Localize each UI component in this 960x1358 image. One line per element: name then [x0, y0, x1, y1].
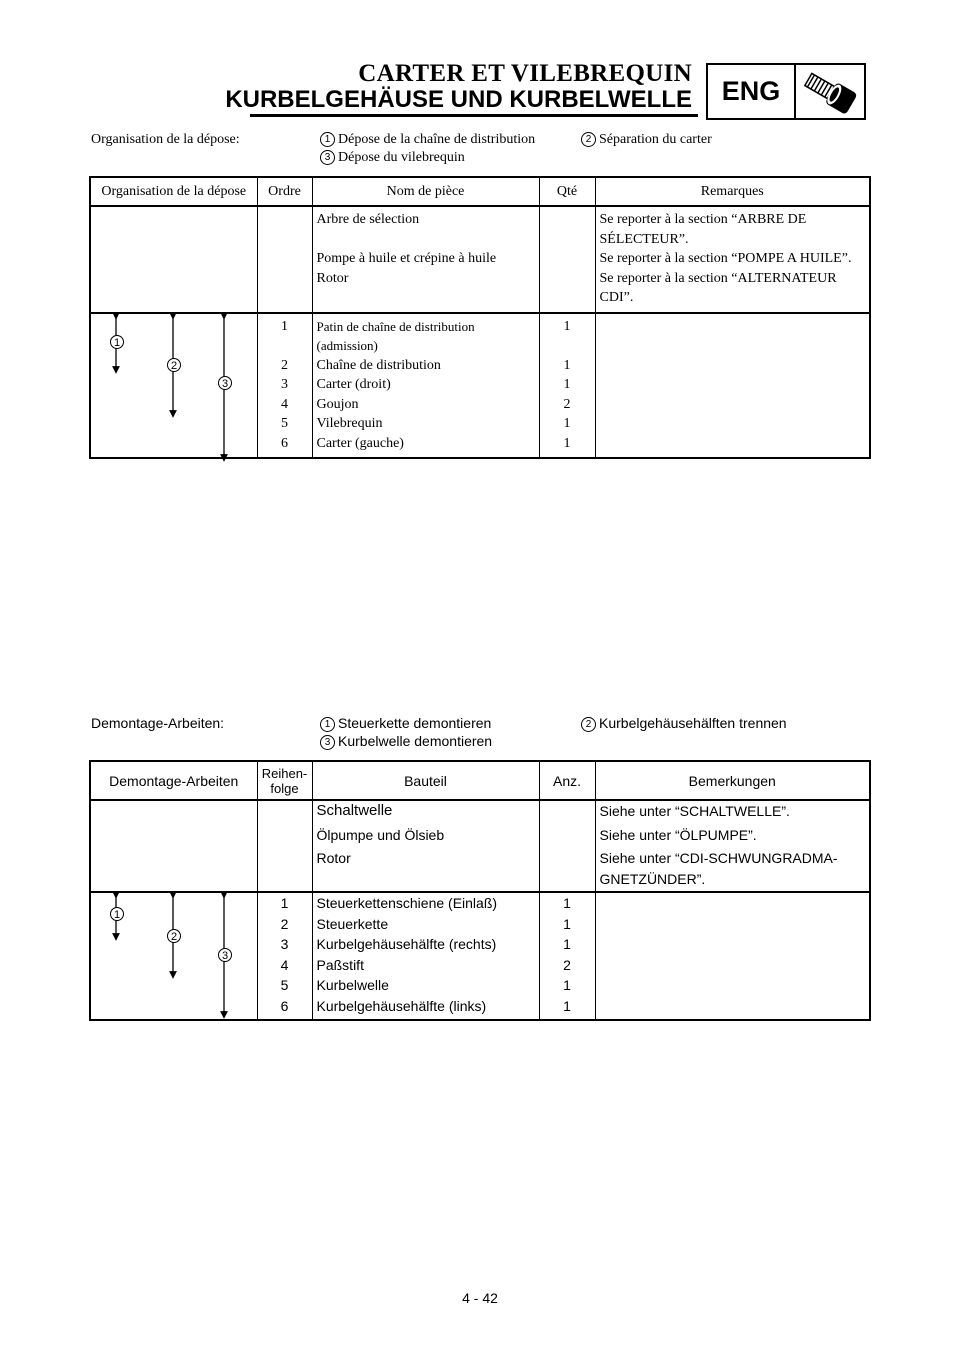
col-header: Nom de pièce	[312, 177, 539, 206]
part-name: Arbre de sélection	[312, 206, 539, 249]
part-name: Goujon	[312, 395, 539, 415]
part-name: Kurbelwelle	[312, 975, 539, 996]
part-name: Carter (gauche)	[312, 434, 539, 459]
table-row	[90, 269, 870, 313]
step-text: Steuerkette demontieren	[338, 715, 492, 731]
step-text: Dépose du vilebrequin	[338, 150, 465, 165]
part-name: Carter (droit)	[312, 375, 539, 395]
quantity: 1	[539, 975, 595, 996]
step-fr-1	[320, 132, 535, 148]
step-number: 1	[320, 717, 335, 732]
step-de-2	[581, 715, 787, 732]
step-de-1	[320, 715, 491, 732]
order-number: 2	[257, 914, 312, 935]
sequence-arrows	[90, 313, 257, 459]
arrow-step-2: 2	[170, 931, 178, 943]
table-row	[90, 206, 870, 249]
order-number: 6	[257, 996, 312, 1021]
quantity: 1	[539, 434, 595, 459]
part-name: Steuerkette	[312, 914, 539, 935]
remark: Se reporter à la section “ALTERNATEUR CDI”.	[595, 269, 870, 313]
table-row	[90, 800, 870, 822]
part-name: Steuerkettenschiene (Einlaß)	[312, 892, 539, 914]
order-number: 3	[257, 375, 312, 395]
col-header: Ordre	[257, 177, 312, 206]
parts-table-fr	[89, 176, 871, 459]
table-row	[90, 892, 870, 914]
quantity: 1	[539, 934, 595, 955]
order-number: 4	[257, 395, 312, 415]
col-header: Qté	[539, 177, 595, 206]
title-rule	[250, 114, 698, 117]
arrow-step-3: 3	[221, 950, 229, 962]
engine-bolt-icon	[796, 65, 864, 118]
order-number: 5	[257, 975, 312, 996]
page-number: 4 - 42	[462, 1290, 498, 1306]
eng-label: ENG	[708, 65, 796, 118]
arrow-step-1: 1	[113, 909, 121, 921]
part-name: Kurbelgehäusehälfte (links)	[312, 996, 539, 1021]
quantity: 1	[539, 313, 595, 356]
part-name: Rotor	[312, 845, 539, 892]
col-header: Remarques	[595, 177, 870, 206]
title-de: KURBELGEHÄUSE UND KURBELWELLE	[225, 86, 692, 113]
step-text: Kurbelwelle demontieren	[338, 733, 493, 749]
parts-table-de	[89, 760, 871, 1021]
quantity: 1	[539, 414, 595, 434]
table-row	[90, 249, 870, 269]
step-number: 2	[581, 132, 596, 147]
col-header: Bauteil	[312, 761, 539, 800]
part-name: Chaîne de distribution	[312, 356, 539, 376]
order-number: 5	[257, 414, 312, 434]
quantity: 1	[539, 356, 595, 376]
order-number: 6	[257, 434, 312, 459]
step-number: 3	[320, 735, 335, 750]
remark: Siehe unter “ÖLPUMPE”.	[595, 822, 870, 846]
order-number: 1	[257, 892, 312, 914]
step-number: 2	[581, 717, 596, 732]
col-header: Bemerkungen	[595, 761, 870, 800]
title-fr: CARTER ET VILEBREQUIN	[358, 60, 692, 87]
col-header: Demontage-Arbeiten	[90, 761, 257, 800]
remark: Siehe unter “SCHALTWELLE”.	[595, 800, 870, 822]
quantity: 1	[539, 996, 595, 1021]
quantity: 2	[539, 955, 595, 976]
part-name: Paßstift	[312, 955, 539, 976]
remark: Se reporter à la section “ARBRE DE SÉLECTEUR”.	[595, 206, 870, 249]
order-number: 2	[257, 356, 312, 376]
part-name: Ölpumpe und Ölsieb	[312, 822, 539, 846]
part-name: Rotor	[312, 269, 539, 313]
step-fr-2	[581, 132, 712, 148]
remark: Siehe unter “CDI-SCHWUNGRADMA-GNETZÜNDER”.	[595, 845, 870, 892]
remark: Se reporter à la section “POMPE A HUILE”.	[595, 249, 870, 269]
arrow-step-1: 1	[113, 336, 121, 349]
sequence-arrows	[90, 892, 257, 1020]
col-header: Reihen-folge	[257, 761, 312, 800]
step-de-3	[320, 733, 492, 750]
section-badge	[706, 63, 866, 120]
col-header: Organisation de la dépose	[90, 177, 257, 206]
table-row	[90, 822, 870, 846]
part-name: Vilebrequin	[312, 414, 539, 434]
part-name: Kurbelgehäusehälfte (rechts)	[312, 934, 539, 955]
order-number: 3	[257, 934, 312, 955]
step-number: 3	[320, 150, 335, 165]
step-number: 1	[320, 132, 335, 147]
step-text: Kurbelgehäusehälften trennen	[599, 715, 787, 731]
part-name: Patin de chaîne de distribution (admission)	[312, 313, 539, 356]
arrow-step-3: 3	[221, 377, 229, 390]
step-text: Dépose de la chaîne de distribution	[338, 132, 536, 147]
order-number: 1	[257, 313, 312, 356]
arrow-step-2: 2	[170, 359, 178, 372]
col-header: Anz.	[539, 761, 595, 800]
table-row	[90, 313, 870, 356]
part-name: Schaltwelle	[312, 800, 539, 822]
step-fr-3	[320, 150, 465, 166]
org-label-de: Demontage-Arbeiten:	[91, 715, 225, 731]
order-number: 4	[257, 955, 312, 976]
quantity: 2	[539, 395, 595, 415]
step-text: Séparation du carter	[599, 132, 712, 147]
table-row	[90, 845, 870, 892]
org-label-fr: Organisation de la dépose:	[91, 132, 240, 147]
quantity: 1	[539, 892, 595, 914]
quantity: 1	[539, 914, 595, 935]
part-name: Pompe à huile et crépine à huile	[312, 249, 539, 269]
quantity: 1	[539, 375, 595, 395]
